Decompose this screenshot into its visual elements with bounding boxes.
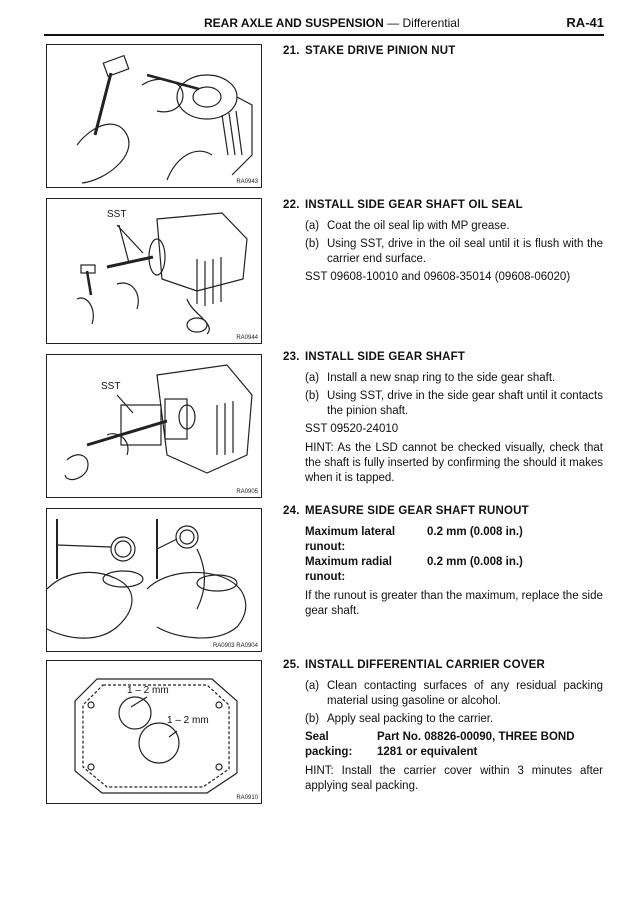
dimension-label: 1 – 2 mm — [127, 685, 169, 696]
section-title-text: STAKE DRIVE PINION NUT — [305, 45, 456, 57]
figure-code: RA0903 RA0904 — [212, 643, 258, 649]
figure-oil-seal-install — [46, 198, 262, 344]
spec-row: Maximum lateral runout: 0.2 mm (0.008 in.) — [305, 526, 523, 553]
page-header — [44, 14, 604, 36]
hint-text: HINT: Install the carrier cover within 3 minutes after applying seal packing. — [305, 765, 603, 792]
sst-label: SST — [107, 209, 127, 220]
step-item: (a) Coat the oil seal lip with MP grease. — [305, 220, 510, 232]
header-title-rest: — Differential — [383, 16, 460, 30]
section-25 — [283, 658, 603, 798]
section-22 — [283, 198, 603, 289]
section-title — [283, 44, 603, 59]
section-title — [283, 504, 603, 519]
section-title — [283, 658, 603, 673]
header-title-bold: REAR AXLE AND SUSPENSION — [204, 16, 384, 30]
oil-seal-drift-illustration — [47, 199, 261, 343]
section-number: 25. — [283, 659, 300, 671]
step-item: (b) Apply seal packing to the carrier. — [305, 713, 494, 725]
side-gear-shaft-illustration — [47, 355, 261, 497]
figure-side-gear-shaft-install — [46, 354, 262, 498]
section-title — [283, 198, 603, 213]
step-item: (b) Using SST, drive in the side gear shaft until it contacts the pinion shaft. — [305, 390, 603, 417]
step-item: (a) Install a new snap ring to the side gear shaft. — [305, 372, 556, 384]
section-title-text: INSTALL DIFFERENTIAL CARRIER COVER — [305, 659, 546, 671]
header-title — [204, 16, 460, 30]
figure-code: RA0944 — [236, 335, 258, 341]
section-number: 23. — [283, 351, 300, 363]
carrier-cover-illustration — [47, 661, 261, 803]
page-number: RA-41 — [566, 15, 604, 30]
sst-number: SST 09520-24010 — [305, 423, 399, 435]
section-number: 22. — [283, 199, 300, 211]
sst-label: SST — [101, 381, 121, 392]
section-title-text: INSTALL SIDE GEAR SHAFT — [305, 351, 466, 363]
section-number: 21. — [283, 45, 300, 57]
figure-code: RA0910 — [236, 795, 258, 801]
figure-runout-measure — [46, 508, 262, 652]
section-title-text: INSTALL SIDE GEAR SHAFT OIL SEAL — [305, 199, 523, 211]
figure-stake-pinion-nut — [46, 44, 262, 188]
section-23 — [283, 350, 603, 490]
sst-number: SST 09608-10010 and 09608-35014 (09608-06020) — [305, 271, 571, 283]
note-text: If the runout is greater than the maximum, replace the side gear shaft. — [305, 590, 603, 617]
seal-packing-spec: Seal packing: Part No. 08826-00090, THREE BOND 1281 or equivalent — [305, 731, 575, 758]
dimension-label: 1 – 2 mm — [167, 715, 209, 726]
step-item: (b) Using SST, drive in the oil seal until it is flush with the carrier end surface. — [305, 238, 603, 265]
spec-row: Maximum radial runout: 0.2 mm (0.008 in.) — [305, 556, 523, 583]
section-24 — [283, 504, 603, 623]
hint-text: HINT: As the LSD cannot be checked visually, check that the shaft is fully inserted by confirming the should it makes when it is tapped. — [305, 442, 603, 484]
figure-carrier-cover-seal — [46, 660, 262, 804]
section-title-text: MEASURE SIDE GEAR SHAFT RUNOUT — [305, 505, 529, 517]
section-21 — [283, 44, 603, 65]
section-number: 24. — [283, 505, 300, 517]
section-title — [283, 350, 603, 365]
dial-indicator-illustration — [47, 509, 261, 651]
figure-code: RA0905 — [236, 489, 258, 495]
hammer-chisel-illustration — [47, 45, 261, 187]
figure-code: RA0943 — [236, 179, 258, 185]
step-item: (a) Clean contacting surfaces of any residual packing material using gasoline or alcohol. — [305, 680, 603, 707]
